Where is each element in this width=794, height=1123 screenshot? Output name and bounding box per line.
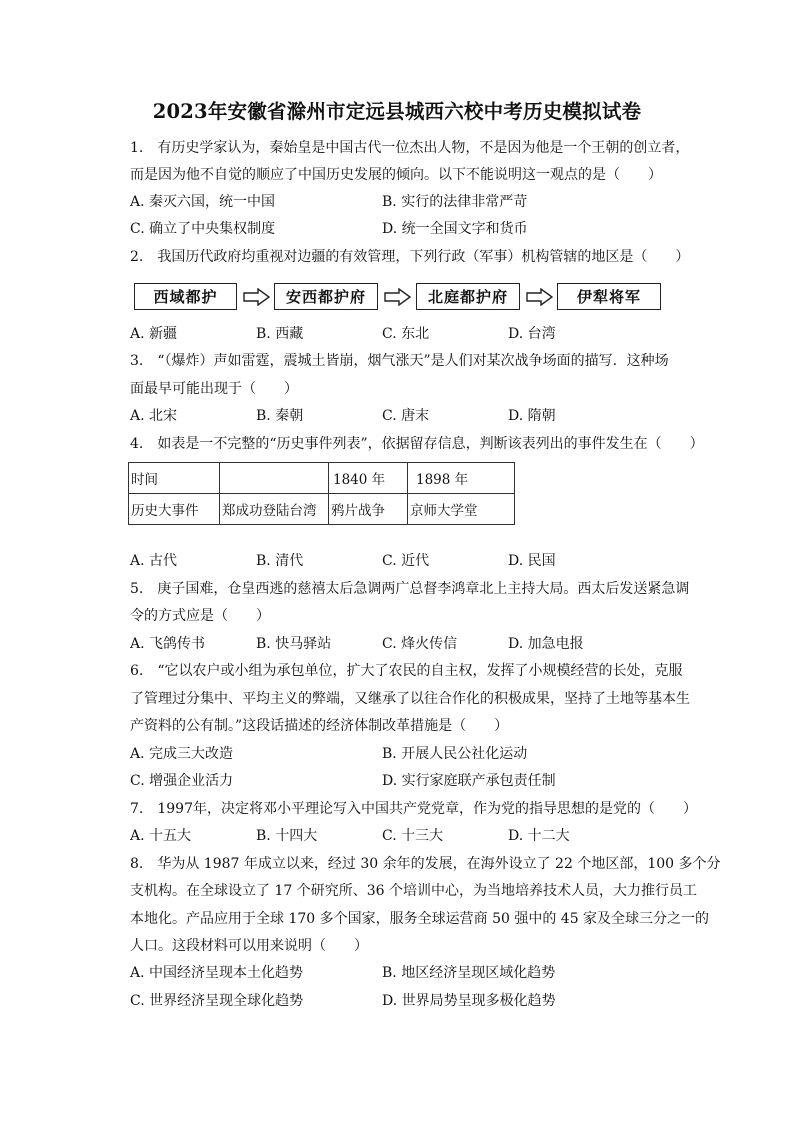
question-8-option-b: B. 地区经济呈现区域化趋势 [382,965,556,981]
question-6-option-a: A. 完成三大改造 [130,746,234,762]
question-7-option-a: A. 十五大 [130,828,192,844]
table-cell: 时间 [129,463,220,494]
flow-arrow-icon [526,288,553,306]
flow-box-xiyu: 西域都护 [134,283,237,310]
question-6-option-c: C. 增强企业活力 [130,773,234,789]
question-3-option-b: B. 秦朝 [256,408,304,424]
question-8-stem-line-2: 支机构。在全球设立了 17 个研究所、36 个培训中心，为当地培养技术人员，大力推行员工 [130,883,697,899]
question-7-option-b: B. 十四大 [256,828,318,844]
table-cell: 1898 年 [408,463,515,494]
question-1-option-b: B. 实行的法律非常严苛 [382,194,528,210]
question-5-option-a: A. 飞鸽传书 [130,636,206,652]
question-2-option-a: A. 新疆 [130,326,178,342]
question-3-stem-line-1: 3. “（爆炸）声如雷霆，震城土皆崩，烟气涨天”是人们对某次战争场面的描写．这种场 [130,353,669,369]
question-6-option-d: D. 实行家庭联产承包责任制 [382,773,556,789]
question-3-option-d: D. 隋朝 [508,408,556,424]
exam-title: 2023年安徽省滁州市定远县城西六校中考历史模拟试卷 [152,100,642,123]
flow-arrow-icon [243,288,270,306]
question-6-stem-line-2: 了管理过分集中、平均主义的弊端，又继承了以往合作化的积极成果，坚持了土地等基本生 [130,691,690,707]
question-8-stem-line-1: 8. 华为从 1987 年成立以来，经过 30 余年的发展，在海外设立了 22 个地区部，100 多个分 [130,856,721,872]
question-2-stem-line-1: 2. 我国历代政府均重视对边疆的有效管理，下列行政（军事）机构管辖的地区是（ ） [130,249,690,265]
question-2-option-d: D. 台湾 [508,326,556,342]
question-1-stem-line-1: 1. 有历史学家认为，秦始皇是中国古代一位杰出人物，不是因为他是一个王朝的创立者， [130,140,690,156]
event-table [128,462,515,525]
table-cell: 郑成功登陆台湾 [220,494,329,525]
question-4-option-a: A. 古代 [130,553,178,569]
question-3-option-c: C. 唐末 [382,408,430,424]
question-5-option-c: C. 烽火传信 [382,636,458,652]
flow-box-beiting: 北庭都护府 [416,283,520,310]
question-8-option-c: C. 世界经济呈现全球化趋势 [130,993,304,1009]
table-cell: 历史大事件 [129,494,220,525]
question-3-stem-line-2: 面最早可能出现于（ ） [130,381,298,397]
question-6-stem-line-3: 产资料的公有制。”这段话描述的经济体制改革措施是（ ） [130,718,509,734]
question-7-stem-line-1: 7. 1997年，决定将邓小平理论写入中国共产党党章，作为党的指导思想的是党的（ ） [130,801,697,817]
question-4-stem-line-1: 4. 如表是一不完整的“历史事件列表”，依据留存信息，判断该表列出的事件发生在（ ） [130,436,704,452]
question-8-stem-line-4: 人口。这段材料可以用来说明（ ） [130,938,368,954]
question-6-stem-line-1: 6. “它以农户或小组为承包单位，扩大了农民的自主权，发挥了小规模经营的长处，克服 [130,663,683,679]
table-row [129,463,515,494]
flow-box-yili: 伊犁将军 [557,283,661,310]
question-1-stem-line-2: 而是因为他不自觉的顺应了中国历史发展的倾向。以下不能说明这一观点的是（ ） [130,167,662,183]
question-8-option-d: D. 世界局势呈现多极化趋势 [382,993,556,1009]
flow-box-anxi: 安西都护府 [274,283,378,310]
question-1-option-c: C. 确立了中央集权制度 [130,221,276,237]
question-7-option-d: D. 十二大 [508,828,570,844]
question-2-option-b: B. 西藏 [256,326,304,342]
question-4-option-b: B. 清代 [256,553,304,569]
question-7-option-c: C. 十三大 [382,828,444,844]
question-4-option-d: D. 民国 [508,553,556,569]
flow-arrow-icon [384,288,411,306]
table-cell: 1840 年 [329,463,408,494]
table-cell [220,463,329,494]
question-5-option-b: B. 快马驿站 [256,636,332,652]
question-4-option-c: C. 近代 [382,553,430,569]
table-cell: 鸦片战争 [329,494,408,525]
question-3-option-a: A. 北宋 [130,408,178,424]
question-5-option-d: D. 加急电报 [508,636,584,652]
table-row [129,494,515,525]
question-2-option-c: C. 东北 [382,326,430,342]
question-1-option-d: D. 统一全国文字和货币 [382,221,528,237]
question-1-option-a: A. 秦灭六国，统一中国 [130,194,276,210]
table-cell: 京师大学堂 [408,494,515,525]
question-5-stem-line-2: 令的方式应是（ ） [130,608,270,624]
question-8-option-a: A. 中国经济呈现本土化趋势 [130,965,304,981]
question-5-stem-line-1: 5. 庚子国难，仓皇西逃的慈禧太后急调两广总督李鸿章北上主持大局。西太后发送紧急调 [130,581,690,597]
question-8-stem-line-3: 本地化。产品应用于全球 170 多个国家，服务全球运营商 50 强中的 45 家及全球三分之一的 [130,911,710,927]
question-6-option-b: B. 开展人民公社化运动 [382,746,528,762]
